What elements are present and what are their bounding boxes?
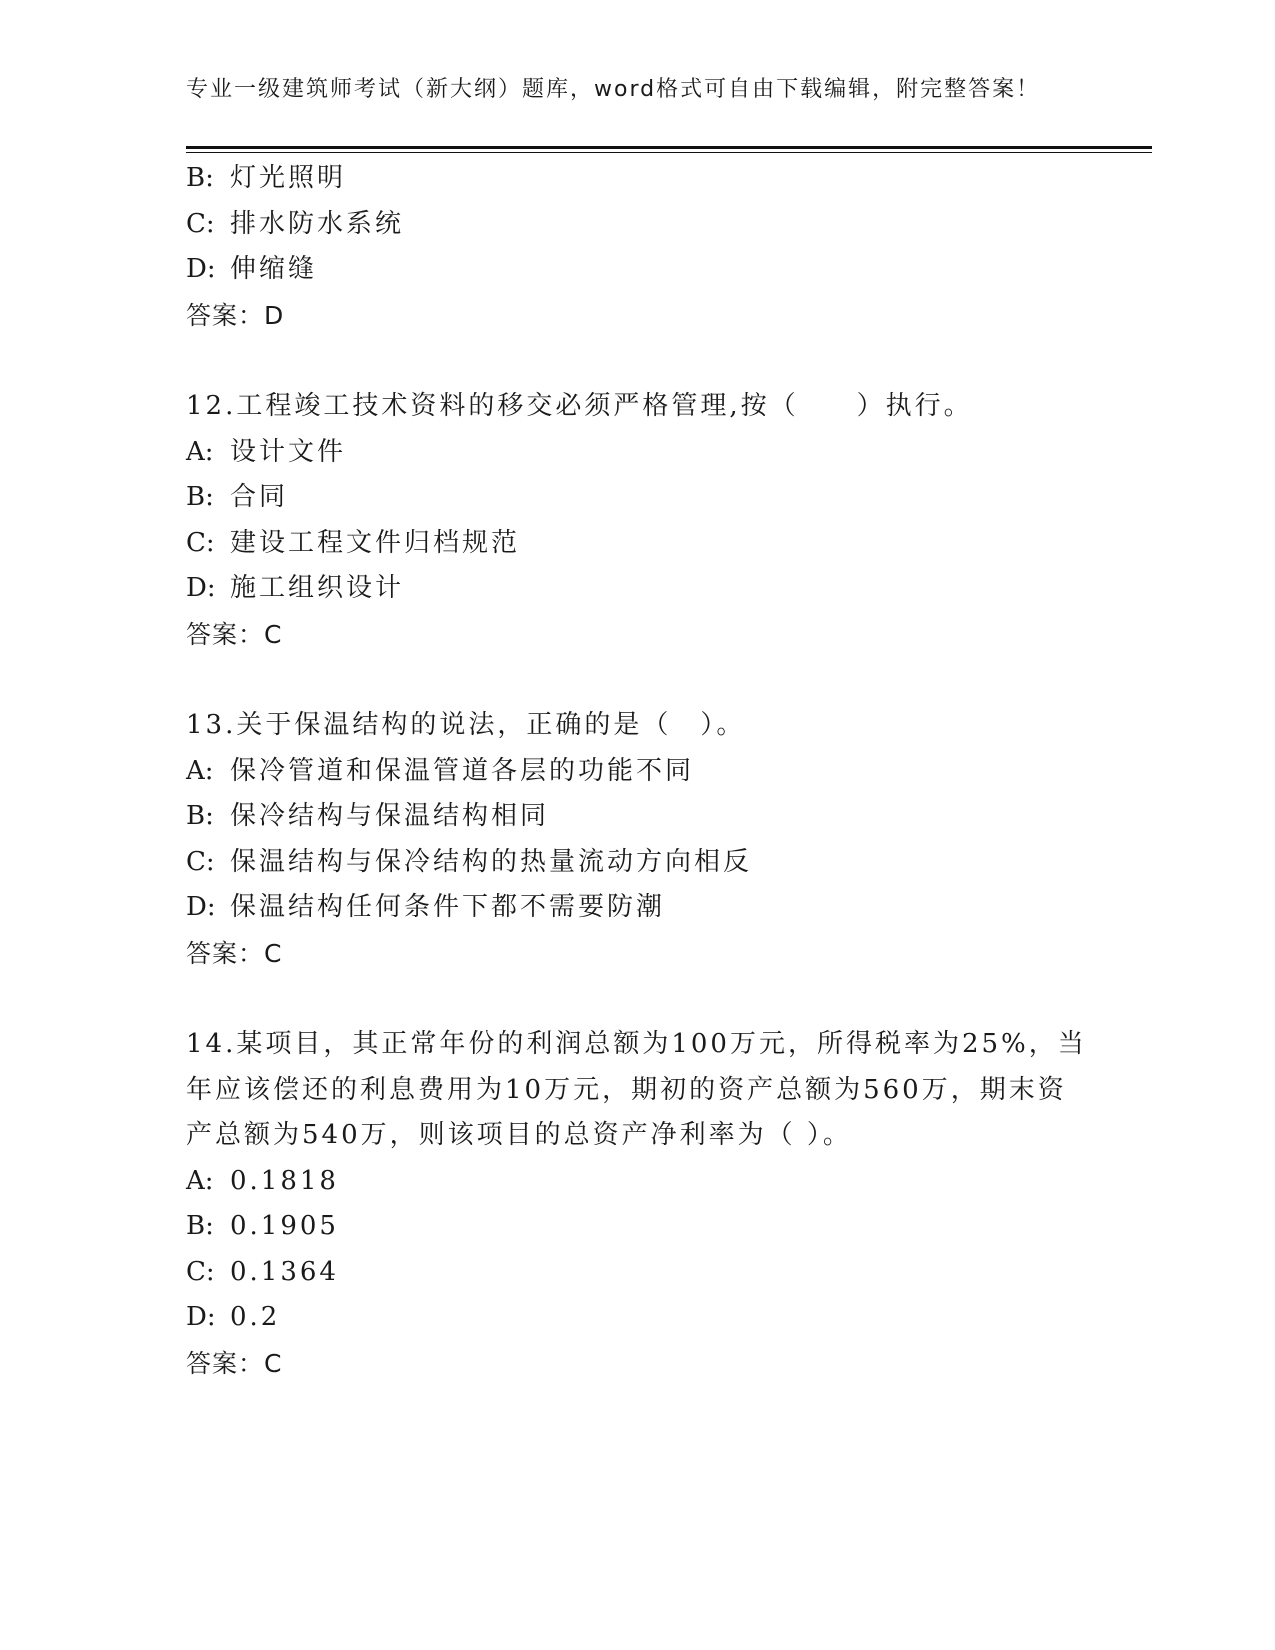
option-c <box>186 521 1086 567</box>
question-11-continued <box>186 156 1086 338</box>
option-text: 设计文件 <box>230 436 347 467</box>
header-rule-thin <box>186 152 1152 153</box>
answer: 答案：C <box>186 1348 283 1378</box>
option-b <box>186 1204 1086 1250</box>
header-rule-thick <box>186 146 1152 149</box>
option-letter: C: <box>186 846 215 877</box>
option-d <box>186 566 1086 612</box>
option-text: 保冷结构与保温结构相同 <box>230 801 550 831</box>
option-letter: D: <box>186 892 216 922</box>
option-letter: D: <box>186 573 216 603</box>
question-stem-line: 产总额为540万，则该项目的总资产净利率为（ ）。 <box>186 1120 852 1150</box>
option-c <box>186 202 1086 248</box>
page-header: 专业一级建筑师考试（新大纲）题库，word格式可自由下载编辑，附完整答案！ <box>186 77 1041 102</box>
option-letter: C: <box>186 208 215 239</box>
answer: 答案：D <box>186 300 285 330</box>
option-a <box>186 1159 1086 1205</box>
option-d <box>186 1295 1086 1341</box>
option-letter: C: <box>186 527 215 558</box>
option-letter: B: <box>186 163 214 193</box>
option-letter: B: <box>186 1211 214 1241</box>
question-stem-line: 年应该偿还的利息费用为10万元，期初的资产总额为560万，期末资 <box>186 1074 1067 1105</box>
option-letter: B: <box>186 801 214 831</box>
answer: 答案：C <box>186 938 283 968</box>
option-text: 保温结构与保冷结构的热量流动方向相反 <box>230 846 753 877</box>
option-text: 施工组织设计 <box>230 573 405 603</box>
question-content <box>186 156 1086 1386</box>
option-a <box>186 749 1086 795</box>
answer: 答案：C <box>186 619 283 649</box>
option-text: 0.1818 <box>230 1165 339 1196</box>
option-b <box>186 475 1086 521</box>
option-text: 排水防水系统 <box>230 208 405 239</box>
option-c <box>186 1250 1086 1296</box>
question-13 <box>186 703 1086 976</box>
question-12 <box>186 384 1086 657</box>
option-text: 0.1905 <box>230 1211 339 1241</box>
option-text: 保冷管道和保温管道各层的功能不同 <box>230 755 695 786</box>
question-stem: 12.工程竣工技术资料的移交必须严格管理,按（ ）执行。 <box>186 391 973 421</box>
option-letter: B: <box>186 482 214 512</box>
option-letter: D: <box>186 1302 216 1332</box>
option-text: 伸缩缝 <box>230 254 318 284</box>
option-d <box>186 247 1086 293</box>
option-text: 0.1364 <box>230 1256 339 1287</box>
option-letter: A: <box>186 436 214 467</box>
option-b <box>186 156 1086 202</box>
question-stem-line: 14.某项目，其正常年份的利润总额为100万元，所得税率为25%，当 <box>186 1029 1087 1059</box>
option-a <box>186 430 1086 476</box>
option-text: 合同 <box>230 482 289 512</box>
question-14 <box>186 1022 1086 1386</box>
option-text: 保温结构任何条件下都不需要防潮 <box>230 892 666 922</box>
option-letter: A: <box>186 1165 214 1196</box>
question-stem: 13.关于保温结构的说法，正确的是（ ）。 <box>186 710 746 740</box>
option-text: 0.2 <box>230 1302 281 1332</box>
option-b <box>186 794 1086 840</box>
option-text: 建设工程文件归档规范 <box>230 527 521 558</box>
option-letter: C: <box>186 1256 215 1287</box>
option-c <box>186 840 1086 886</box>
option-text: 灯光照明 <box>230 163 347 193</box>
option-letter: A: <box>186 755 214 786</box>
option-d <box>186 885 1086 931</box>
option-letter: D: <box>186 254 216 284</box>
